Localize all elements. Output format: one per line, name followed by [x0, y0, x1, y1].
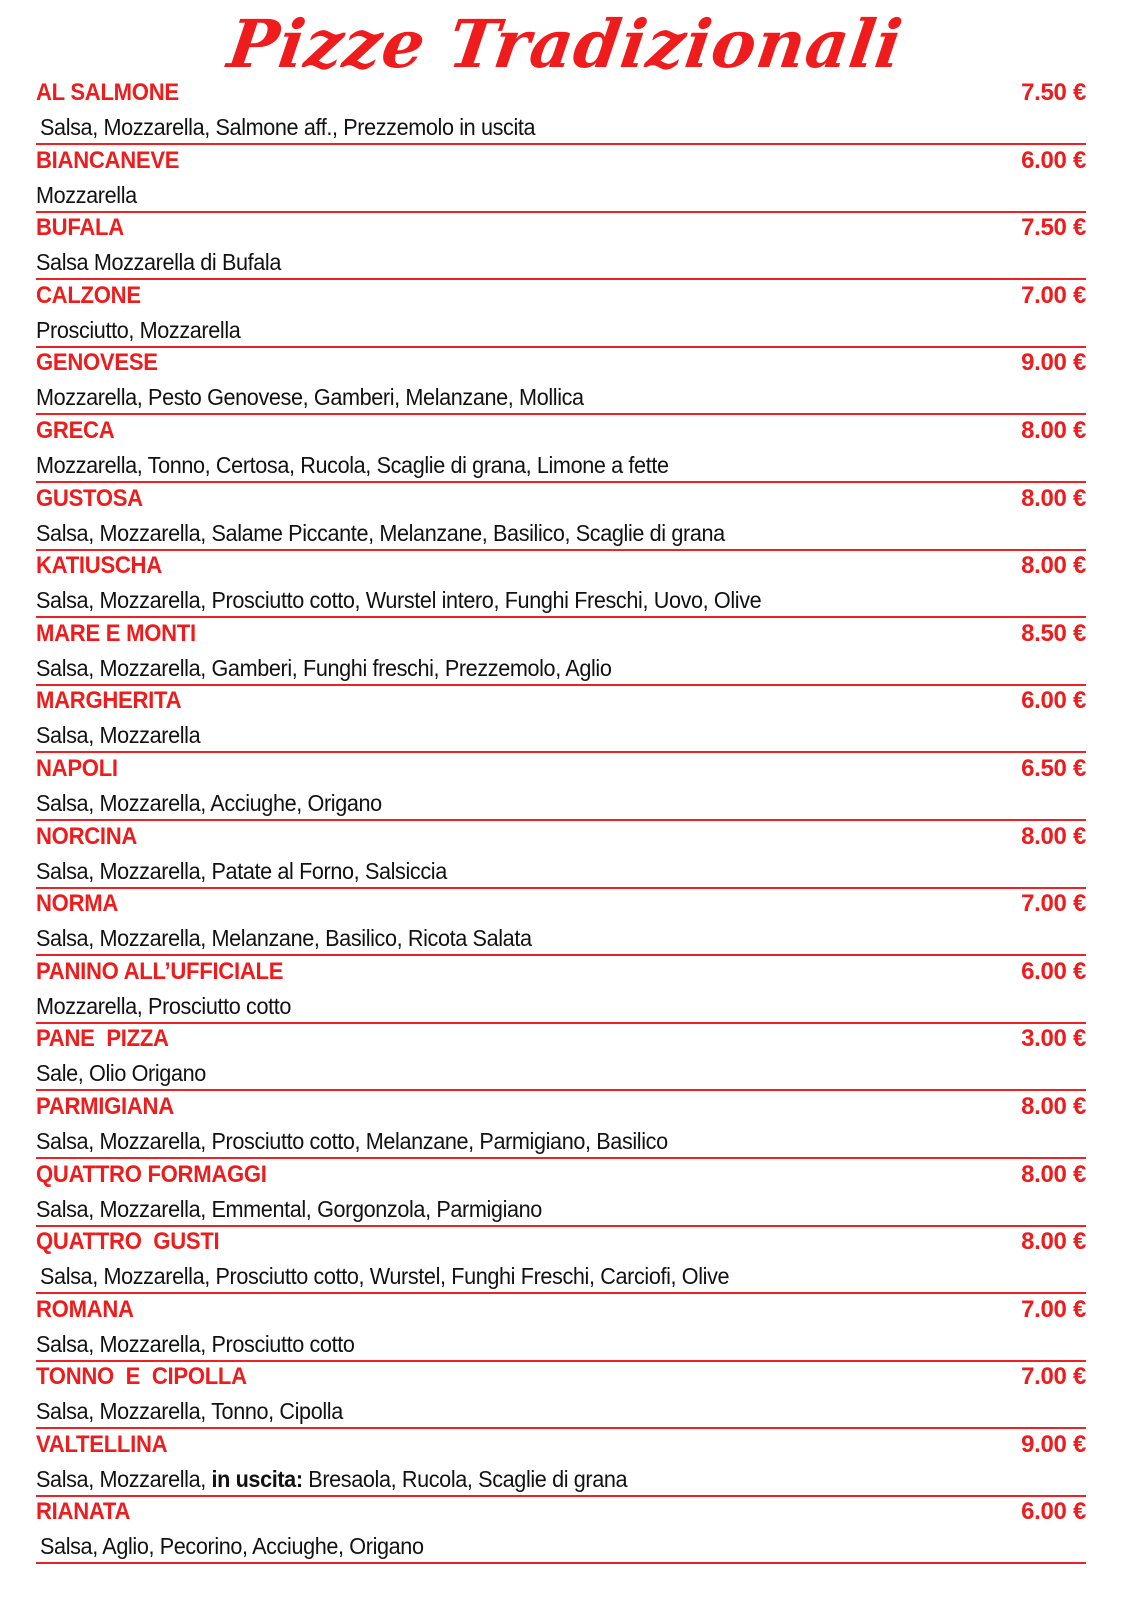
- description-prefix: Salsa, Mozzarella,: [36, 1465, 212, 1492]
- menu-item: [36, 685, 1086, 753]
- item-name: RIANATA: [36, 1498, 131, 1526]
- menu-title: Pizze Tradizionali: [223, 5, 908, 83]
- item-description: Salsa Mozzarella di Bufala: [36, 249, 282, 276]
- menu-item: [36, 1159, 1086, 1227]
- menu-item: [36, 77, 1086, 145]
- item-name: GRECA: [36, 416, 115, 444]
- item-description: [36, 1465, 627, 1493]
- item-price: 7.00 €: [1021, 1363, 1086, 1391]
- menu-item: [36, 1361, 1086, 1429]
- item-description: Prosciutto, Mozzarella: [36, 316, 241, 343]
- item-price: 8.00 €: [1021, 822, 1086, 850]
- item-price: 7.50 €: [1021, 214, 1086, 242]
- item-price: 6.00 €: [1021, 146, 1086, 174]
- menu-item: [36, 821, 1086, 889]
- item-name: BUFALA: [36, 214, 124, 242]
- menu-item: [36, 888, 1086, 956]
- pizza-menu-list: [36, 77, 1086, 1564]
- item-name: QUATTRO FORMAGGI: [36, 1160, 267, 1188]
- item-name: MARE E MONTI: [36, 619, 196, 647]
- item-description: Mozzarella, Pesto Genovese, Gamberi, Melanzane, Mollica: [36, 384, 584, 411]
- item-name: PARMIGIANA: [36, 1092, 174, 1120]
- menu-item: [36, 1429, 1086, 1497]
- item-price: 8.00 €: [1021, 1092, 1086, 1120]
- item-price: 9.00 €: [1021, 349, 1086, 377]
- item-name: NAPOLI: [36, 754, 118, 782]
- menu-item: [36, 753, 1086, 821]
- item-name: NORMA: [36, 890, 119, 918]
- item-name: BIANCANEVE: [36, 146, 180, 174]
- item-description: Salsa, Mozzarella, Salmone aff., Prezzemolo in uscita: [40, 114, 536, 140]
- item-description: Mozzarella, Prosciutto cotto: [36, 992, 292, 1019]
- item-description: Salsa, Mozzarella, Acciughe, Origano: [36, 789, 382, 816]
- item-name: NORCINA: [36, 822, 138, 850]
- menu-item: [36, 550, 1086, 618]
- item-name: CALZONE: [36, 281, 141, 309]
- item-description: Salsa, Mozzarella, Emmental, Gorgonzola, Parmigiano: [36, 1195, 542, 1222]
- item-name: PANINO ALL’UFFICIALE: [36, 957, 284, 985]
- description-bold: in uscita:: [211, 1465, 303, 1492]
- divider: [36, 1562, 1086, 1564]
- menu-item: [36, 1226, 1086, 1294]
- item-name: GUSTOSA: [36, 484, 143, 512]
- item-price: 3.00 €: [1021, 1025, 1086, 1053]
- item-price: 7.00 €: [1021, 1295, 1086, 1323]
- item-price: 6.00 €: [1021, 957, 1086, 985]
- item-name: ROMANA: [36, 1295, 134, 1323]
- item-description: Sale, Olio Origano: [36, 1060, 206, 1087]
- item-description: Salsa, Mozzarella, Melanzane, Basilico, Ricota Salata: [36, 925, 532, 952]
- item-name: TONNO E CIPOLLA: [36, 1363, 247, 1391]
- menu-item: [36, 1023, 1086, 1091]
- item-description: Mozzarella: [36, 181, 137, 208]
- menu-item: [36, 483, 1086, 551]
- menu-item: [36, 347, 1086, 415]
- description-suffix: Bresaola, Rucola, Scaglie di grana: [302, 1465, 628, 1492]
- item-name: GENOVESE: [36, 349, 158, 377]
- menu-item: [36, 1496, 1086, 1564]
- item-description: Salsa, Mozzarella: [36, 722, 201, 749]
- item-price: 8.50 €: [1021, 619, 1086, 647]
- item-name: KATIUSCHA: [36, 552, 162, 580]
- menu-item: [36, 618, 1086, 686]
- menu-item: [36, 415, 1086, 483]
- item-description: Salsa, Mozzarella, Prosciutto cotto, Wurstel intero, Funghi Freschi, Uovo, Olive: [36, 587, 762, 614]
- item-price: 6.50 €: [1021, 754, 1086, 782]
- item-name: VALTELLINA: [36, 1430, 168, 1458]
- item-name: AL SALMONE: [36, 79, 179, 106]
- item-price: 8.00 €: [1021, 484, 1086, 512]
- item-name: MARGHERITA: [36, 687, 182, 715]
- item-price: 9.00 €: [1021, 1430, 1086, 1458]
- item-description: Salsa, Mozzarella, Prosciutto cotto, Wurstel, Funghi Freschi, Carciofi, Olive: [40, 1263, 730, 1290]
- menu-item: [36, 212, 1086, 280]
- item-price: 7.00 €: [1021, 281, 1086, 309]
- menu-item: [36, 956, 1086, 1024]
- menu-item: [36, 280, 1086, 348]
- item-price: 6.00 €: [1021, 687, 1086, 715]
- item-price: 8.00 €: [1021, 552, 1086, 580]
- item-description: Salsa, Mozzarella, Salame Piccante, Melanzane, Basilico, Scaglie di grana: [36, 519, 725, 546]
- item-description: Salsa, Mozzarella, Gamberi, Funghi freschi, Prezzemolo, Aglio: [36, 654, 612, 681]
- item-description: Salsa, Aglio, Pecorino, Acciughe, Origano: [40, 1533, 424, 1560]
- menu-item: [36, 145, 1086, 213]
- item-description: Salsa, Mozzarella, Prosciutto cotto, Melanzane, Parmigiano, Basilico: [36, 1127, 668, 1154]
- menu-item: [36, 1091, 1086, 1159]
- item-name: QUATTRO GUSTI: [36, 1228, 220, 1256]
- menu-item: [36, 1294, 1086, 1362]
- item-description: Salsa, Mozzarella, Prosciutto cotto: [36, 1330, 355, 1357]
- item-price: 8.00 €: [1021, 1160, 1086, 1188]
- item-price: 6.00 €: [1021, 1498, 1086, 1526]
- item-price: 8.00 €: [1021, 416, 1086, 444]
- item-price: 8.00 €: [1021, 1228, 1086, 1256]
- item-price: 7.50 €: [1021, 79, 1086, 106]
- item-price: 7.00 €: [1021, 890, 1086, 918]
- item-description: Salsa, Mozzarella, Tonno, Cipolla: [36, 1398, 343, 1425]
- item-description: Salsa, Mozzarella, Patate al Forno, Salsiccia: [36, 857, 447, 884]
- item-description: Mozzarella, Tonno, Certosa, Rucola, Scaglie di grana, Limone a fette: [36, 451, 669, 478]
- item-name: PANE PIZZA: [36, 1025, 169, 1053]
